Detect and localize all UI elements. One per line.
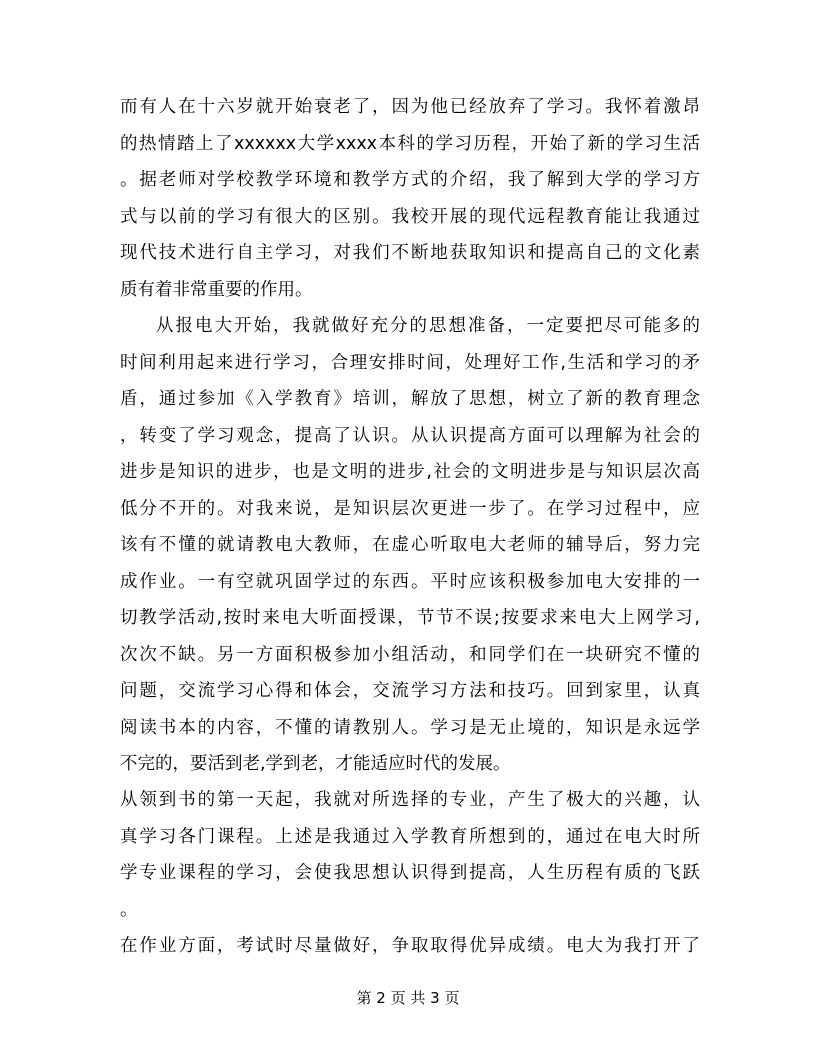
text-line-3: 。据老师对学校教学环境和教学方式的介绍，我了解到大学的学习方: [120, 170, 700, 190]
text-line-4: 式与以前的学习有很大的区别。我校开展的现代远程教育能让我通过: [120, 207, 700, 227]
text-line-9: 盾，通过参加《入学教育》培训，解放了思想，树立了新的教育理念: [120, 389, 700, 409]
text-line-10: ，转变了学习观念，提高了认识。从认识提高方面可以理解为社会的: [120, 426, 700, 446]
text-line-19: 不完的，要活到老,学到老，才能适应时代的发展。: [120, 754, 511, 774]
text-line-14: 成作业。一有空就巩固学过的东西。平时应该积极参加电大安排的一: [120, 572, 700, 592]
text-line-18: 阅读书本的内容，不懂的请教别人。学习是无止境的，知识是永远学: [120, 718, 700, 738]
text-line-2: 的热情踏上了xxxxxx大学xxxx本科的学习历程，开始了新的学习生活: [120, 134, 700, 154]
text-line-13: 该有不懂的就请教电大教师，在虚心听取电大老师的辅导后，努力完: [120, 535, 700, 555]
text-line-24: 在作业方面，考试时尽量做好，争取取得优异成绩。电大为我打开了: [120, 936, 700, 956]
text-line-8: 时间利用起来进行学习，合理安排时间，处理好工作,生活和学习的矛: [120, 353, 700, 373]
text-line-5: 现代技术进行自主学习，对我们不断地获取知识和提高自己的文化素: [120, 243, 700, 263]
text-line-22: 学专业课程的学习，会使我思想认识得到提高，人生历程有质的飞跃: [120, 863, 700, 883]
text-line-11: 进步是知识的进步，也是文明的进步,社会的文明进步是与知识层次高: [120, 462, 700, 482]
text-line-16: 次次不缺。另一方面积极参加小组活动，和同学们在一块研究不懂的: [120, 645, 700, 665]
text-line-17: 问题，交流学习心得和体会，交流学习方法和技巧。回到家里，认真: [120, 681, 700, 701]
text-line-12: 低分不开的。对我来说，是知识层次更进一步了。在学习过程中，应: [120, 499, 700, 519]
text-line-21: 真学习各门课程。上述是我通过入学教育所想到的，通过在电大时所: [120, 827, 700, 847]
text-line-23: 。: [120, 900, 138, 920]
text-line-7: 从报电大开始，我就做好充分的思想准备，一定要把尽可能多的: [156, 316, 700, 336]
text-line-15: 切教学活动,按时来电大听面授课，节节不误;按要求来电大上网学习,: [120, 608, 700, 628]
text-line-6: 质有着非常重要的作用。: [120, 280, 313, 300]
text-line-1: 而有人在十六岁就开始衰老了，因为他已经放弃了学习。我怀着激昂: [120, 97, 700, 117]
page-number-footer: 第 2 页 共 3 页: [356, 989, 460, 1007]
text-line-20: 从领到书的第一天起，我就对所选择的专业，产生了极大的兴趣，认: [120, 790, 700, 810]
